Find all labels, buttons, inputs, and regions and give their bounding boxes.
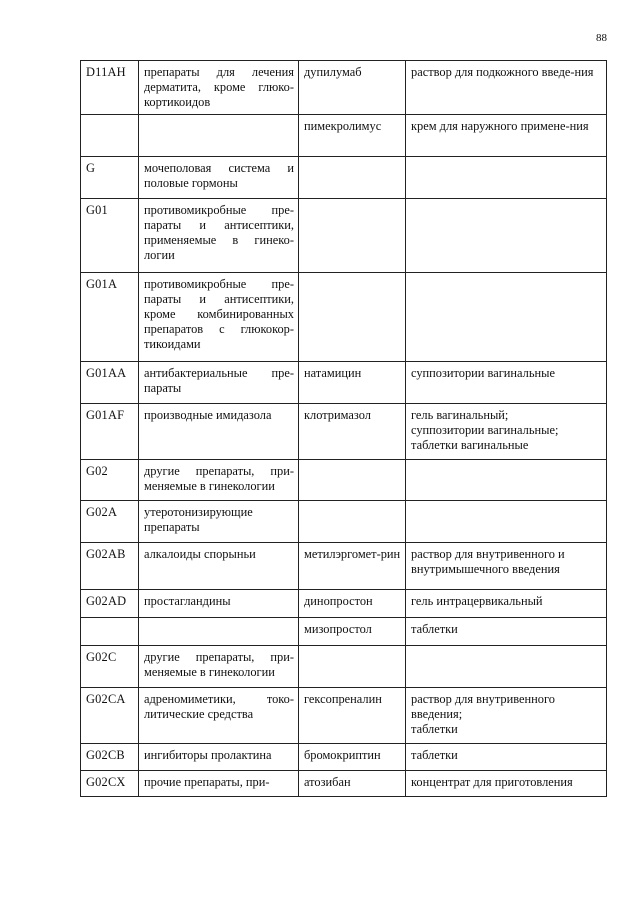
- form-cell: раствор для подкожного введе-ния: [406, 61, 607, 115]
- group-cell: [139, 618, 299, 646]
- drug-cell: метилэргомет-рин: [299, 543, 406, 590]
- table-row: [81, 157, 607, 199]
- form-cell: [406, 501, 607, 543]
- drug-cell: [299, 646, 406, 688]
- group-cell: прочие препараты, при-: [139, 771, 299, 797]
- group-cell: ингибиторы пролактина: [139, 744, 299, 771]
- table-row: [81, 460, 607, 501]
- code-cell: G02AB: [81, 543, 139, 590]
- group-cell: антибактериальные пре-параты: [139, 362, 299, 404]
- drug-cell: мизопростол: [299, 618, 406, 646]
- group-cell: простагландины: [139, 590, 299, 618]
- form-cell: таблетки: [406, 744, 607, 771]
- code-cell: [81, 618, 139, 646]
- drug-cell: бромокриптин: [299, 744, 406, 771]
- drug-cell: [299, 273, 406, 362]
- table-row: [81, 61, 607, 115]
- group-cell: алкалоиды спорыньи: [139, 543, 299, 590]
- table-row: [81, 590, 607, 618]
- drug-cell: клотримазол: [299, 404, 406, 460]
- drug-cell: дупилумаб: [299, 61, 406, 115]
- table-body: [81, 61, 607, 797]
- form-cell: гель вагинальный; суппозитории вагинальные; таблетки вагинальные: [406, 404, 607, 460]
- drug-cell: натамицин: [299, 362, 406, 404]
- table-row: [81, 744, 607, 771]
- form-cell: концентрат для приготовления: [406, 771, 607, 797]
- form-cell: [406, 157, 607, 199]
- drug-cell: атозибан: [299, 771, 406, 797]
- table-row: [81, 688, 607, 744]
- code-cell: G02CX: [81, 771, 139, 797]
- form-cell: раствор для внутривенного и внутримышечного введения: [406, 543, 607, 590]
- group-cell: другие препараты, при-меняемые в гинекологии: [139, 460, 299, 501]
- group-cell: производные имидазола: [139, 404, 299, 460]
- group-cell: мочеполовая система и половые гормоны: [139, 157, 299, 199]
- medication-classification-table: [80, 60, 607, 797]
- table-row: [81, 199, 607, 273]
- drug-cell: [299, 199, 406, 273]
- group-cell: противомикробные пре-параты и антисептики, кроме комбинированных препаратов с глюкокор-тикоидами: [139, 273, 299, 362]
- code-cell: G01AA: [81, 362, 139, 404]
- form-cell: крем для наружного примене-ния: [406, 115, 607, 157]
- table-row: [81, 501, 607, 543]
- table-row: [81, 273, 607, 362]
- form-cell: [406, 199, 607, 273]
- form-cell: [406, 273, 607, 362]
- drug-cell: динопростон: [299, 590, 406, 618]
- table-row: [81, 543, 607, 590]
- group-cell: утеротонизирующие препараты: [139, 501, 299, 543]
- group-cell: адреномиметики, токо-литические средства: [139, 688, 299, 744]
- code-cell: G02CB: [81, 744, 139, 771]
- table-row: [81, 771, 607, 797]
- code-cell: G02AD: [81, 590, 139, 618]
- code-cell: [81, 115, 139, 157]
- code-cell: G: [81, 157, 139, 199]
- form-cell: [406, 460, 607, 501]
- drug-cell: [299, 460, 406, 501]
- group-cell: [139, 115, 299, 157]
- table-row: [81, 646, 607, 688]
- form-cell: раствор для внутривенного введения; таблетки: [406, 688, 607, 744]
- drug-cell: пимекролимус: [299, 115, 406, 157]
- code-cell: D11AH: [81, 61, 139, 115]
- form-cell: таблетки: [406, 618, 607, 646]
- code-cell: G02CA: [81, 688, 139, 744]
- table-row: [81, 115, 607, 157]
- drug-cell: [299, 501, 406, 543]
- table-row: [81, 618, 607, 646]
- group-cell: препараты для лечения дерматита, кроме глюко-кортикоидов: [139, 61, 299, 115]
- code-cell: G02A: [81, 501, 139, 543]
- table-row: [81, 404, 607, 460]
- form-cell: суппозитории вагинальные: [406, 362, 607, 404]
- form-cell: гель интрацервикальный: [406, 590, 607, 618]
- code-cell: G01A: [81, 273, 139, 362]
- group-cell: другие препараты, при-меняемые в гинекологии: [139, 646, 299, 688]
- page-number: 88: [596, 32, 607, 44]
- code-cell: G01AF: [81, 404, 139, 460]
- drug-cell: гексопреналин: [299, 688, 406, 744]
- group-cell: противомикробные пре-параты и антисептики, применяемые в гинеко-логии: [139, 199, 299, 273]
- table-row: [81, 362, 607, 404]
- code-cell: G02C: [81, 646, 139, 688]
- drug-cell: [299, 157, 406, 199]
- code-cell: G01: [81, 199, 139, 273]
- form-cell: [406, 646, 607, 688]
- code-cell: G02: [81, 460, 139, 501]
